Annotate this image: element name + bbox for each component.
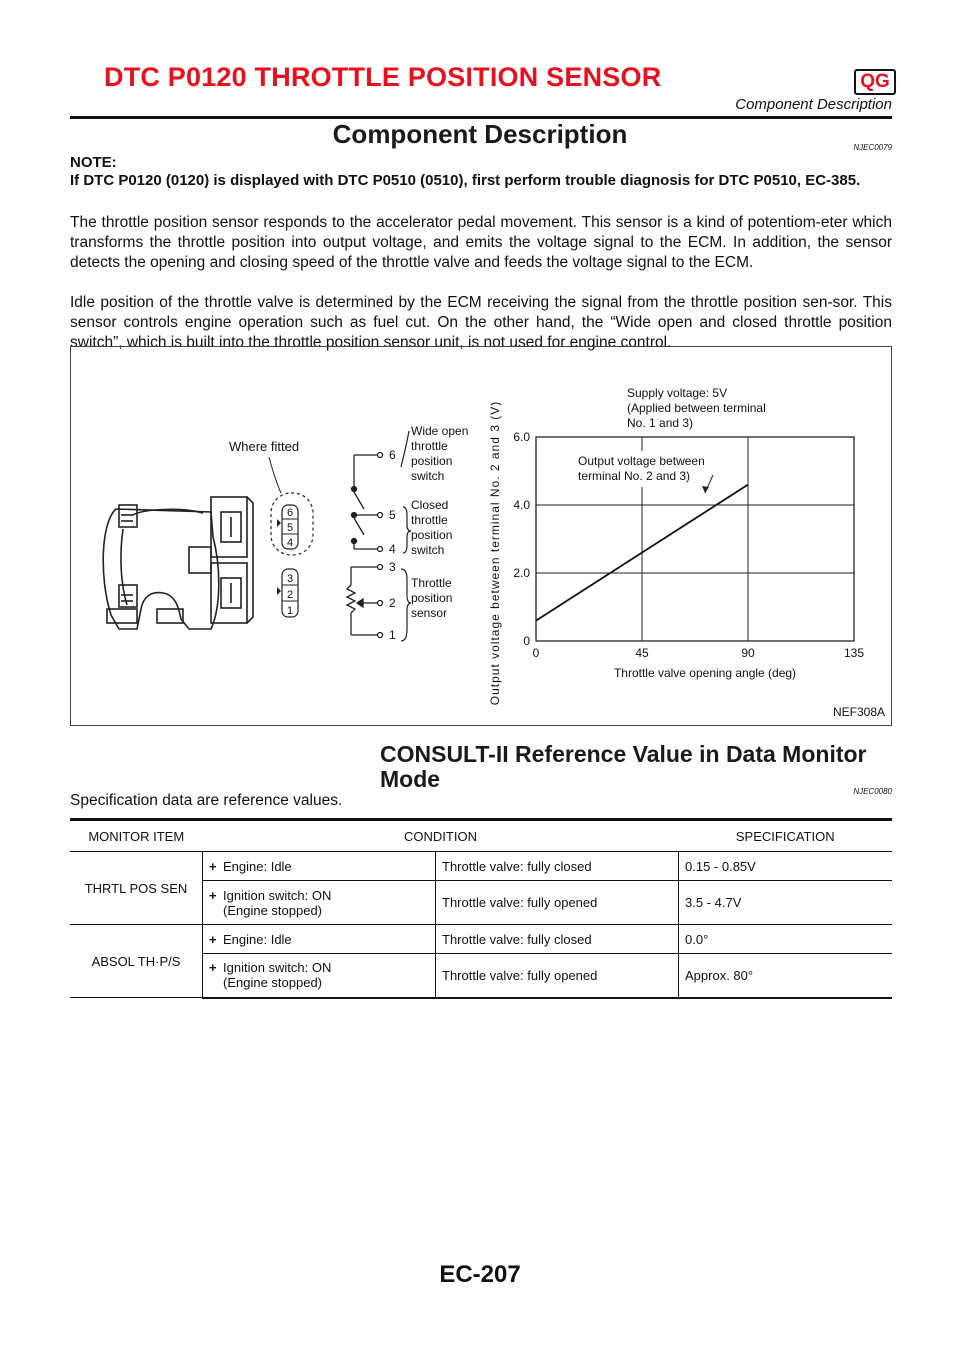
page-header-title: DTC P0120 THROTTLE POSITION SENSOR <box>104 62 662 92</box>
connector-lower <box>277 569 298 617</box>
page-number: EC-207 <box>439 1261 521 1288</box>
svg-text:position: position <box>411 528 453 542</box>
y-tick-label: 4.0 <box>513 498 530 512</box>
page-header-subtitle: Component Description <box>735 96 892 113</box>
terminal-2: 2 <box>389 596 396 610</box>
bullet-icon: + <box>209 887 217 903</box>
connector-upper-pin-6: 6 <box>286 507 294 519</box>
connector-lower-pin-1: 1 <box>286 605 294 617</box>
bullet-icon: + <box>209 858 217 874</box>
description-paragraph-1: The throttle position sensor responds to the accelerator pedal movement. This sensor is a kind of potentiom-eter which transforms the throttle position into output voltage, and emits the voltage signal to the ECM. In addition, the sensor detects the opening and closing speed of the throttle valve and feeds the voltage signal to the ECM. <box>70 214 892 271</box>
connector-lower-pin-2: 2 <box>286 589 294 601</box>
terminal-5: 5 <box>389 508 396 522</box>
svg-text:Throttle: Throttle <box>411 576 452 590</box>
header-condition: CONDITION <box>203 820 679 852</box>
specification-value: 3.5 - 4.7V <box>679 881 893 925</box>
condition-throttle: Throttle valve: fully closed <box>436 925 679 954</box>
condition-throttle: Throttle valve: fully opened <box>436 881 679 925</box>
specification-value: 0.15 - 0.85V <box>679 852 893 881</box>
condition-engine: + Engine: Idle <box>203 852 436 881</box>
svg-text:Supply voltage: 5V: Supply voltage: 5V <box>627 386 728 400</box>
note-label: NOTE: <box>70 154 117 171</box>
svg-text:position: position <box>411 454 453 468</box>
supply-voltage-note <box>627 386 766 430</box>
figure-throttle-position-sensor <box>70 346 892 726</box>
condition-engine: + Ignition switch: ON (Engine stopped) <box>203 881 436 925</box>
where-fitted-leader <box>269 457 281 493</box>
svg-text:throttle: throttle <box>411 513 448 527</box>
description-paragraph-2: Idle position of the throttle valve is determined by the ECM receiving the signal from the throttle position sen-sor. This sensor controls engine operation such as fuel cut. On the other hand, the “Wide open and closed throttle position switch”, which is built into the throttle position sensor unit, is not used for engine control. <box>70 294 892 351</box>
y-axis-label: Output voltage between terminal No. 2 and 3 (V) <box>488 400 502 706</box>
terminal-4: 4 <box>389 542 396 556</box>
engine-badge: QG <box>854 69 896 95</box>
spec-note: Specification data are reference values. <box>70 792 343 809</box>
section-title-consult: CONSULT-II Reference Value in Data Monitor Mode <box>380 741 867 792</box>
switch-schematic <box>352 453 383 552</box>
output-voltage-chart <box>488 401 864 705</box>
header-specification: SPECIFICATION <box>679 820 893 852</box>
svg-text:position: position <box>411 591 453 605</box>
svg-text:sensor: sensor <box>411 606 448 620</box>
terminal-6: 6 <box>389 448 396 462</box>
terminal-1: 1 <box>389 628 396 642</box>
bullet-icon: + <box>209 960 217 976</box>
connector-lower-pin-3: 3 <box>286 573 294 585</box>
specification-value: 0.0° <box>679 925 893 954</box>
condition-engine: + Engine: Idle <box>203 925 436 954</box>
svg-text:Closed: Closed <box>411 498 449 512</box>
output-voltage-note <box>571 451 713 493</box>
x-tick-label: 135 <box>843 646 865 660</box>
connector-upper-pin-4: 4 <box>286 537 294 549</box>
table-row <box>70 852 892 881</box>
condition-throttle: Throttle valve: fully opened <box>436 954 679 998</box>
table-row <box>70 925 892 954</box>
y-tick-label: 6.0 <box>513 430 530 444</box>
x-tick-label: 45 <box>635 646 649 660</box>
terminal-3: 3 <box>389 560 396 574</box>
section-code: NJEC0079 <box>853 143 892 152</box>
monitor-item: THRTL POS SEN <box>70 852 203 925</box>
figure-svg <box>71 347 891 725</box>
svg-text:(Applied between terminal: (Applied between terminal <box>627 401 766 415</box>
label-closed-switch <box>411 498 452 557</box>
svg-text:switch: switch <box>411 543 445 557</box>
condition-throttle: Throttle valve: fully closed <box>436 852 679 881</box>
label-throttle-sensor <box>411 576 452 620</box>
specification-value: Approx. 80° <box>679 954 893 998</box>
label-braces <box>401 431 411 641</box>
x-tick-label: 0 <box>532 646 540 660</box>
where-fitted-label: Where fitted <box>229 439 300 454</box>
svg-text:Wide open: Wide open <box>411 424 469 438</box>
connector-upper-pin-5: 5 <box>286 522 294 534</box>
y-tick-label: 2.0 <box>513 566 530 580</box>
connector-upper <box>271 493 313 555</box>
svg-text:No. 1 and 3): No. 1 and 3) <box>627 416 694 430</box>
svg-text:switch: switch <box>411 469 445 483</box>
label-wide-open-switch <box>411 424 468 483</box>
svg-text:terminal No. 2 and 3): terminal No. 2 and 3) <box>578 469 691 483</box>
svg-text:Output voltage between: Output voltage between <box>578 454 705 468</box>
figure-code: NEF308A <box>832 705 885 719</box>
x-tick-label: 90 <box>741 646 755 660</box>
x-axis-label: Throttle valve opening angle (deg) <box>613 666 797 680</box>
sensor-schematic <box>347 565 383 638</box>
bullet-icon: + <box>209 931 217 947</box>
y-tick-label: 0 <box>523 634 530 648</box>
condition-engine: + Ignition switch: ON (Engine stopped) <box>203 954 436 998</box>
monitor-item: ABSOL TH·P/S <box>70 925 203 998</box>
section-title-component-description: Component Description <box>332 119 628 149</box>
header-monitor-item: MONITOR ITEM <box>70 820 203 852</box>
section2-code: NJEC0080 <box>853 787 892 796</box>
sensor-body-drawing <box>103 497 253 629</box>
svg-text:throttle: throttle <box>411 439 448 453</box>
note-text: If DTC P0120 (0120) is displayed with DTC P0510 (0510), first perform trouble diagnosis for DTC P0510, EC-385. <box>70 172 861 189</box>
table-header-row <box>70 820 892 852</box>
reference-value-table <box>70 818 892 999</box>
